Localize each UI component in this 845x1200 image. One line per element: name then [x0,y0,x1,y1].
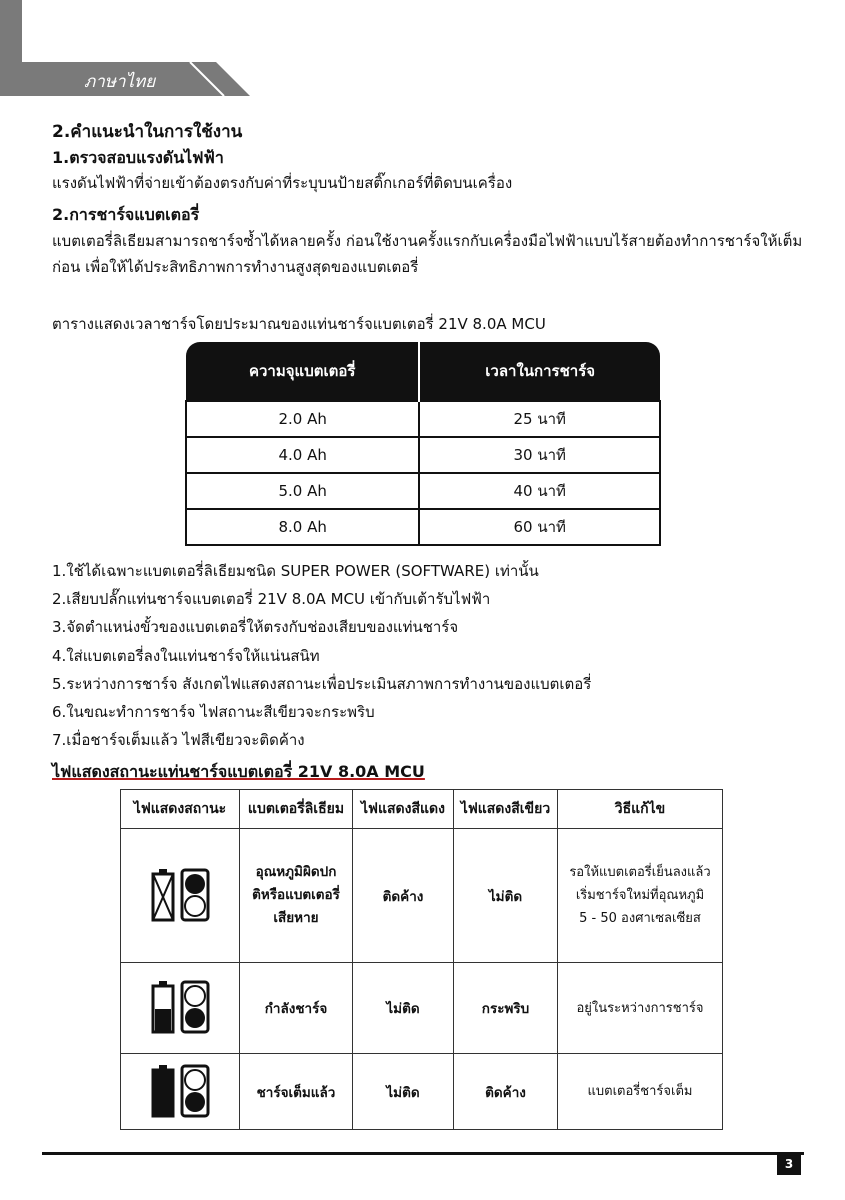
capacity-cell: 2.0 Ah [186,401,419,437]
battery-crossed-icon [145,864,215,924]
status-header-row [121,790,723,829]
status-light-table [120,789,723,1130]
battery-condition-line: อุณหภูมิผิดปก [255,864,337,880]
charge-time-table [185,342,661,546]
battery-half-icon [145,976,215,1036]
time-cell: 40 นาที [419,473,660,509]
battery-condition-line: เสียหาย [273,910,319,926]
section-title: 2.คำแนะนำในการใช้งาน [52,122,243,142]
step-item: 1.ใช้ได้เฉพาะแบตเตอรี่ลิเธียมชนิด SUPER POWER (SOFTWARE) เท่านั้น [52,562,539,580]
green-light-cell: ไม่ติด [454,829,558,963]
time-cell: 60 นาที [419,509,660,545]
table-row [186,473,660,509]
step-item: 6.ในขณะทำการชาร์จ ไฟสถานะสีเขียวจะกระพริบ [52,703,375,722]
status-row [121,963,723,1054]
language-label: ภาษาไทย [84,72,156,92]
header-charge-time: เวลาในการชาร์จ [485,362,596,380]
table-row [186,509,660,545]
status-icon-cell [121,963,240,1054]
header-red-light: ไฟแสดงสีแดง [353,790,454,829]
step-item: 7.เมื่อชาร์จเต็มแล้ว ไฟสีเขียวจะติดค้าง [52,731,305,750]
table-header-row [186,342,660,401]
header-battery: แบตเตอรี่ลิเธียม [240,790,353,829]
footer-rule [42,1152,804,1155]
capacity-cell: 4.0 Ah [186,437,419,473]
voltage-text: แรงดันไฟฟ้าที่จ่ายเข้าต้องตรงกับค่าที่ระบุบนป้ายสติ๊กเกอร์ที่ติดบนเครื่อง [52,174,513,192]
header-solution: วิธีแก้ไข [558,790,723,829]
battery-condition-cell: ชาร์จเต็มแล้ว [240,1054,353,1130]
step-item: 2.เสียบปลั๊กแท่นชาร์จแบตเตอรี่ 21V 8.0A MCU เข้ากับเต้ารับไฟฟ้า [52,590,491,609]
table-row [186,437,660,473]
time-cell: 30 นาที [419,437,660,473]
charging-steps [52,557,591,754]
battery-condition-line: ติหรือแบตเตอรี่ [252,887,340,903]
step-item: 4.ใส่แบตเตอรี่ลงในแท่นชาร์จให้แน่นสนิท [52,646,320,665]
capacity-cell: 5.0 Ah [186,473,419,509]
table-row [186,401,660,437]
charging-text: แบตเตอรี่ลิเธียมสามารถชาร์จซ้ำได้หลายครั้ง ก่อนใช้งานครั้งแรกกับเครื่องมือไฟฟ้าแบบไร้สายต้องทำการชาร์จให้เต็มก่อน เพื่อให้ได้ประสิทธิภาพการทำงานสูงสุดของแบตเตอรี่ [52,232,803,276]
header-capacity: ความจุแบตเตอรี่ [186,342,419,401]
red-light-cell: ไม่ติด [353,963,454,1054]
green-light-cell: ติดค้าง [454,1054,558,1130]
page-number: 3 [777,1153,801,1175]
voltage-title: 1.ตรวจสอบแรงดันไฟฟ้า [52,148,224,167]
status-table-title: ไฟแสดงสถานะแท่นชาร์จแบตเตอรี่ 21V 8.0A MCU [52,762,425,781]
red-light-cell: ไม่ติด [353,1054,454,1130]
red-light-cell: ติดค้าง [353,829,454,963]
status-icon-cell [121,829,240,963]
battery-full-icon [145,1060,215,1120]
battery-condition-cell: กำลังชาร์จ [240,963,353,1054]
header-green-light: ไฟแสดงสีเขียว [454,790,558,829]
status-row [121,829,723,963]
status-row [121,1054,723,1130]
charging-title: 2.การชาร์จแบตเตอรี่ [52,205,200,224]
status-icon-cell [121,1054,240,1130]
step-item: 5.ระหว่างการชาร์จ สังเกตไฟแสดงสถานะเพื่อประเมินสภาพการทำงานของแบตเตอรี่ [52,674,592,693]
battery-condition-cell [240,829,353,963]
solution-cell: แบตเตอรี่ชาร์จเต็ม [558,1054,723,1130]
green-light-cell: กระพริบ [454,963,558,1054]
time-cell: 25 นาที [419,401,660,437]
solution-cell: อยู่ในระหว่างการชาร์จ [558,963,723,1054]
header-corner-bar [0,0,22,62]
capacity-cell: 8.0 Ah [186,509,419,545]
solution-cell [558,829,723,963]
solution-line: เริ่มชาร์จใหม่ที่อุณหภูมิ [575,888,705,903]
header-status-light: ไฟแสดงสถานะ [121,790,240,829]
charge-table-caption: ตารางแสดงเวลาชาร์จโดยประมาณของแท่นชาร์จแบตเตอรี่ 21V 8.0A MCU [52,315,546,333]
solution-line: 5 - 50 องศาเซลเซียส [579,911,701,926]
solution-line: รอให้แบตเตอรี่เย็นลงแล้ว [569,865,711,880]
step-item: 3.จัดตำแหน่งขั้วของแบตเตอรี่ให้ตรงกับช่องเสียบของแท่นชาร์จ [52,618,459,637]
